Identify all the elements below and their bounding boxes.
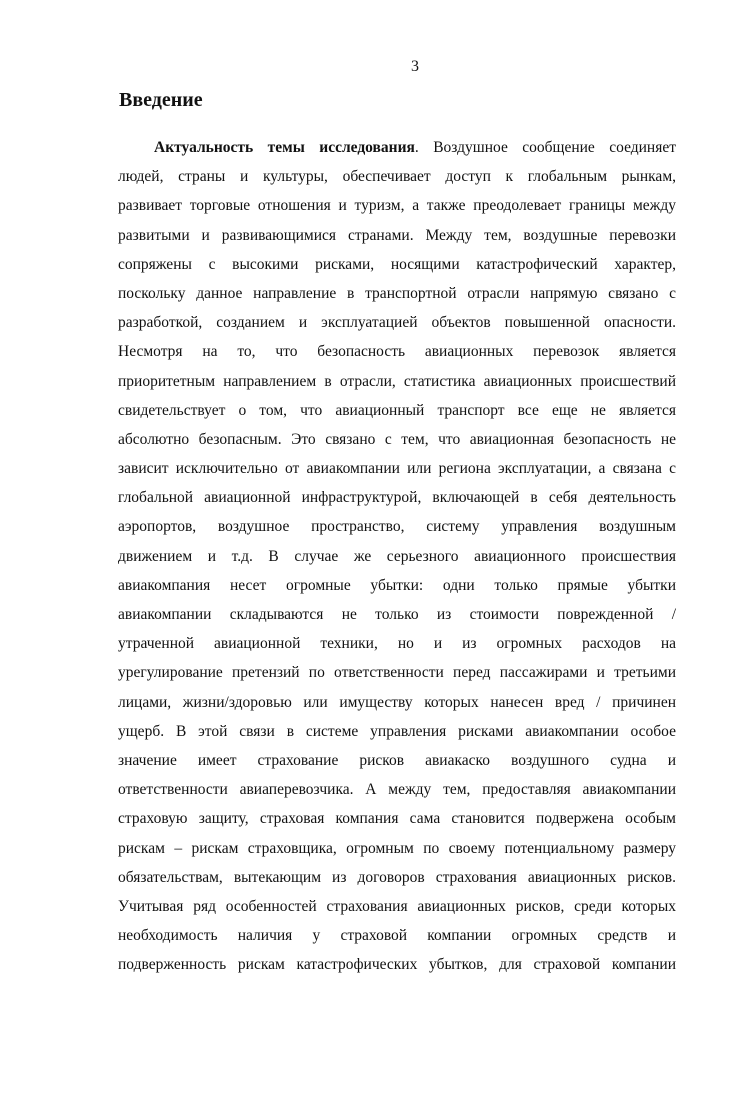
- paragraph-line: движением и т.д. В случае же серьезного авиационного происшествия: [118, 547, 676, 565]
- section-heading: Введение: [119, 89, 203, 111]
- paragraph-line: значение имеет страхование рисков авиакаско воздушного судна и: [118, 751, 676, 769]
- paragraph-line: разработкой, созданием и эксплуатацией объектов повышенной опасности.: [118, 314, 676, 332]
- paragraph-line: развитыми и развивающимися странами. Между тем, воздушные перевозки: [118, 226, 676, 244]
- paragraph-line: Учитывая ряд особенностей страхования авиационных рисков, среди которых: [118, 897, 676, 915]
- paragraph-line: страховую защиту, страховая компания сама становится подвержена особым: [118, 810, 676, 828]
- paragraph-line: Несмотря на то, что безопасность авиационных перевозок является: [118, 343, 676, 361]
- paragraph-line: необходимость наличия у страховой компании огромных средств и: [118, 927, 676, 945]
- paragraph-lead: Актуальность темы исследования: [154, 139, 415, 156]
- paragraph-line: подверженность рискам катастрофических убытков, для страховой компании: [118, 956, 676, 974]
- paragraph-line: лицами, жизни/здоровью или имуществу которых нанесен вред / причинен: [118, 693, 676, 711]
- paragraph-line: абсолютно безопасным. Это связано с тем, что авиационная безопасность не: [118, 430, 676, 448]
- paragraph-line: приоритетным направлением в отрасли, статистика авиационных происшествий: [118, 372, 676, 390]
- body-paragraph: [118, 133, 676, 979]
- page-number: 3: [411, 58, 419, 75]
- paragraph-line: свидетельствует о том, что авиационный транспорт все еще не является: [118, 401, 676, 419]
- paragraph-line: глобальной авиационной инфраструктурой, включающей в себя деятельность: [118, 489, 676, 507]
- paragraph-line: сопряжены с высокими рисками, носящими катастрофический характер,: [118, 255, 676, 273]
- paragraph-line: авиакомпании складываются не только из стоимости поврежденной /: [118, 606, 676, 623]
- paragraph-line: людей, страны и культуры, обеспечивает доступ к глобальным рынкам,: [118, 168, 676, 186]
- paragraph-line: утраченной авиационной техники, но и из огромных расходов на: [118, 635, 676, 653]
- paragraph-line: ответственности авиаперевозчика. А между тем, предоставляя авиакомпании: [118, 781, 676, 799]
- paragraph-line: развивает торговые отношения и туризм, а также преодолевает границы между: [118, 197, 676, 215]
- paragraph-line: авиакомпания несет огромные убытки: одни только прямые убытки: [118, 576, 676, 594]
- paragraph-line: урегулирование претензий по ответственности перед пассажирами и третьими: [118, 664, 676, 682]
- paragraph-line: обязательствам, вытекающим из договоров страхования авиационных рисков.: [118, 868, 676, 886]
- paragraph-line: ущерб. В этой связи в системе управления рисками авиакомпании особое: [118, 722, 676, 740]
- paragraph-line: зависит исключительно от авиакомпании или региона эксплуатации, а связана с: [118, 460, 676, 478]
- paragraph-line: [118, 133, 676, 162]
- paragraph-line: рискам – рискам страховщика, огромным по своему потенциальному размеру: [118, 839, 676, 857]
- paragraph-line-text: . Воздушное сообщение соединяет: [414, 139, 676, 156]
- paragraph-line: поскольку данное направление в транспортной отрасли напрямую связано с: [118, 284, 676, 302]
- paragraph-line: аэропортов, воздушное пространство, систему управления воздушным: [118, 518, 676, 536]
